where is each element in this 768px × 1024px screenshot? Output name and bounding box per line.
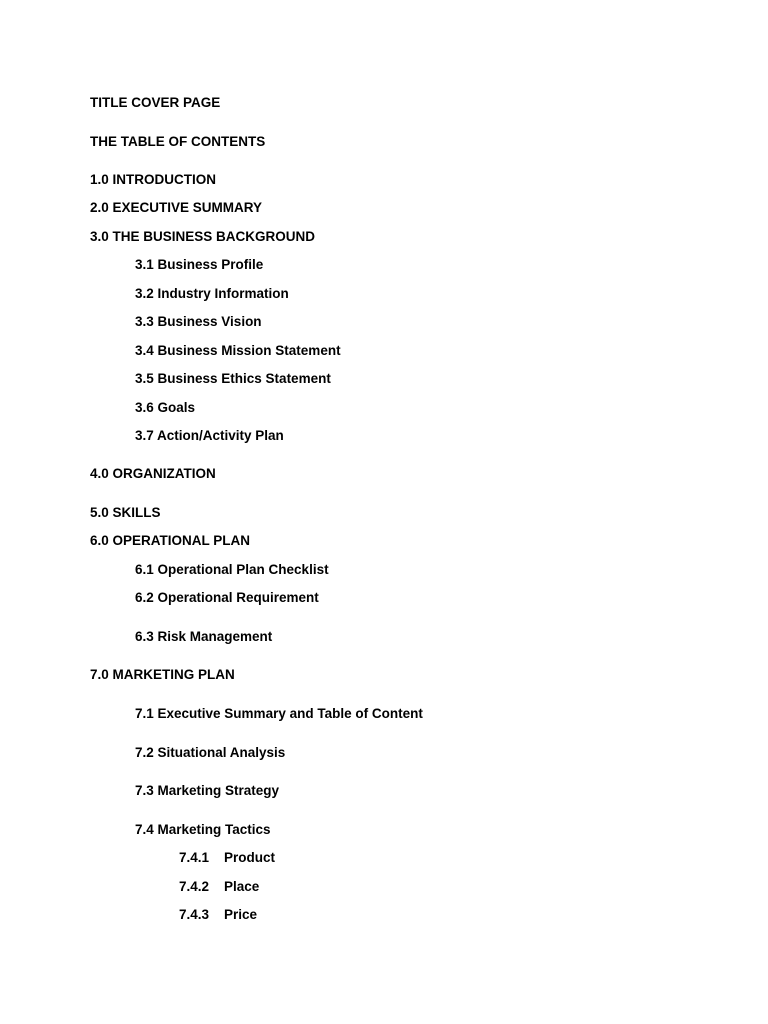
toc-entry-5-0: 5.0 SKILLS	[90, 505, 161, 520]
toc-entry-7-3: 7.3 Marketing Strategy	[135, 783, 280, 798]
toc-entry-7-4-1	[179, 850, 275, 866]
toc-entry-6-1: 6.1 Operational Plan Checklist	[135, 562, 329, 577]
toc-entry-2-0: 2.0 EXECUTIVE SUMMARY	[90, 200, 263, 215]
toc-entry-number: 7.4.3	[179, 907, 210, 922]
table-of-contents-heading: THE TABLE OF CONTENTS	[90, 134, 266, 149]
toc-entry-3-0: 3.0 THE BUSINESS BACKGROUND	[90, 229, 316, 244]
toc-entry-number: 7.4.1	[179, 850, 210, 865]
toc-entry-7-4-2	[179, 879, 259, 895]
toc-entry-3-4: 3.4 Business Mission Statement	[135, 343, 341, 358]
toc-entry-3-1: 3.1 Business Profile	[135, 257, 264, 272]
toc-entry-number: 7.4.2	[179, 879, 210, 894]
toc-entry-7-0: 7.0 MARKETING PLAN	[90, 667, 235, 682]
toc-entry-7-4: 7.4 Marketing Tactics	[135, 822, 271, 837]
toc-entry-7-4-3	[179, 907, 257, 923]
toc-entry-label: Price	[224, 907, 258, 922]
toc-entry-3-2: 3.2 Industry Information	[135, 286, 289, 301]
toc-entry-6-3: 6.3 Risk Management	[135, 629, 273, 644]
toc-entry-label: Product	[224, 850, 276, 865]
toc-entry-6-2: 6.2 Operational Requirement	[135, 590, 319, 605]
toc-entry-4-0: 4.0 ORGANIZATION	[90, 466, 216, 481]
toc-entry-label: Place	[224, 879, 260, 894]
toc-entry-3-7: 3.7 Action/Activity Plan	[135, 428, 284, 443]
toc-entry-3-3: 3.3 Business Vision	[135, 314, 262, 329]
toc-entry-3-5: 3.5 Business Ethics Statement	[135, 371, 331, 386]
toc-entry-7-2: 7.2 Situational Analysis	[135, 745, 286, 760]
toc-entry-7-1: 7.1 Executive Summary and Table of Content	[135, 706, 423, 721]
toc-entry-6-0: 6.0 OPERATIONAL PLAN	[90, 533, 251, 548]
toc-entry-3-6: 3.6 Goals	[135, 400, 196, 415]
title-cover-page-heading: TITLE COVER PAGE	[90, 95, 221, 110]
toc-entry-1-0: 1.0 INTRODUCTION	[90, 172, 217, 187]
